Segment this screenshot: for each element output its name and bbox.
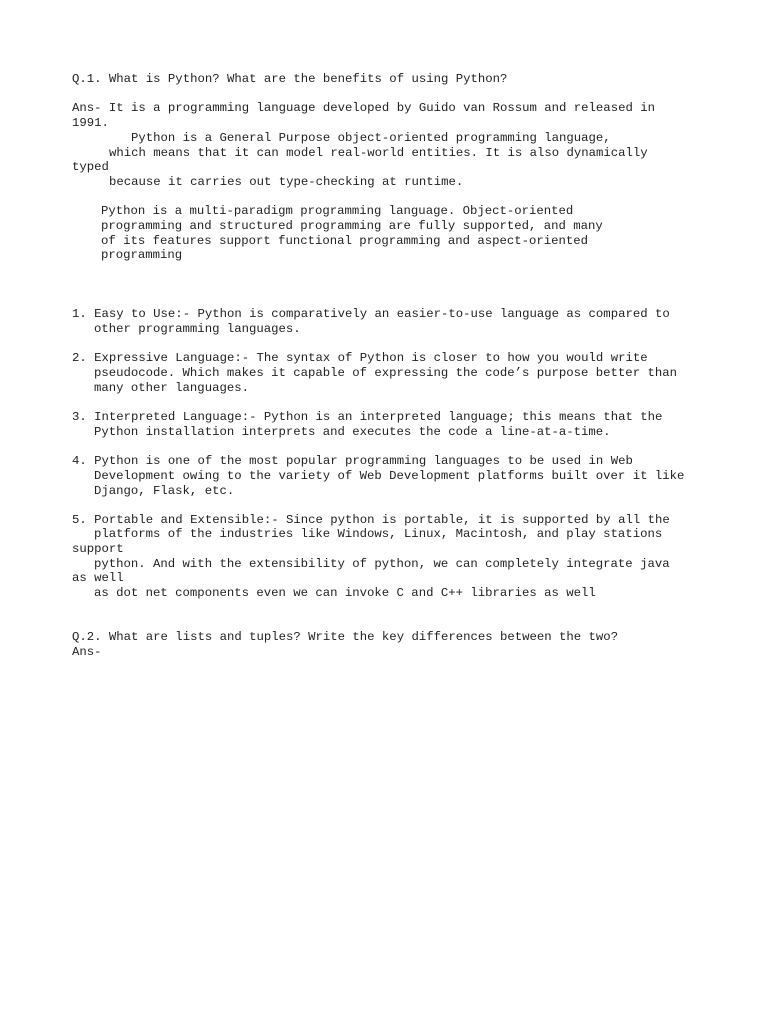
q2-answer: Ans- <box>72 645 102 659</box>
q1-paradigm-line: of its features support functional programming and aspect-oriented <box>101 234 589 248</box>
q2-question: Q.2. What are lists and tuples? Write the key differences between the two? <box>72 630 619 644</box>
benefit-item-1-line: other programming languages. <box>94 322 301 336</box>
q1-answer-line: typed <box>72 160 109 174</box>
benefit-item-1-line: 1. Easy to Use:- Python is comparatively an easier-to-use language as compared to <box>72 307 670 321</box>
benefit-item-5-line: support <box>72 542 124 556</box>
benefit-item-5-line: as dot net components even we can invoke C and C++ libraries as well <box>94 586 596 600</box>
benefit-item-5-line: platforms of the industries like Windows, Linux, Macintosh, and play stations <box>94 527 663 541</box>
q1-answer-line: Ans- It is a programming language developed by Guido van Rossum and released in <box>72 101 655 115</box>
q1-question: Q.1. What is Python? What are the benefits of using Python? <box>72 72 508 86</box>
q1-answer-line: because it carries out type-checking at runtime. <box>109 175 464 189</box>
q1-paradigm-line: programming <box>101 248 183 262</box>
q1-answer-line: 1991. <box>72 116 109 130</box>
benefit-item-5-line: 5. Portable and Extensible:- Since python is portable, it is supported by all the <box>72 513 670 527</box>
q1-answer-line: Python is a General Purpose object-oriented programming language, <box>131 131 611 145</box>
benefit-item-4-line: Django, Flask, etc. <box>94 484 235 498</box>
benefit-item-4-line: Development owing to the variety of Web Development platforms built over it like <box>94 469 685 483</box>
benefit-item-4-line: 4. Python is one of the most popular programming languages to be used in Web <box>72 454 633 468</box>
benefit-item-3-line: 3. Interpreted Language:- Python is an interpreted language; this means that the <box>72 410 663 424</box>
q1-paradigm-line: Python is a multi-paradigm programming language. Object-oriented <box>101 204 574 218</box>
q1-paradigm-line: programming and structured programming are fully supported, and many <box>101 219 603 233</box>
benefit-item-2-line: many other languages. <box>94 381 249 395</box>
benefit-item-3-line: Python installation interprets and executes the code a line-at-a-time. <box>94 425 611 439</box>
benefit-item-2-line: pseudocode. Which makes it capable of expressing the code’s purpose better than <box>94 366 677 380</box>
benefit-item-5-line: python. And with the extensibility of python, we can completely integrate java <box>94 557 670 571</box>
benefit-item-5-line: as well <box>72 571 124 585</box>
benefit-item-2-line: 2. Expressive Language:- The syntax of Python is closer to how you would write <box>72 351 648 365</box>
q1-answer-line: which means that it can model real-world entities. It is also dynamically <box>109 146 648 160</box>
